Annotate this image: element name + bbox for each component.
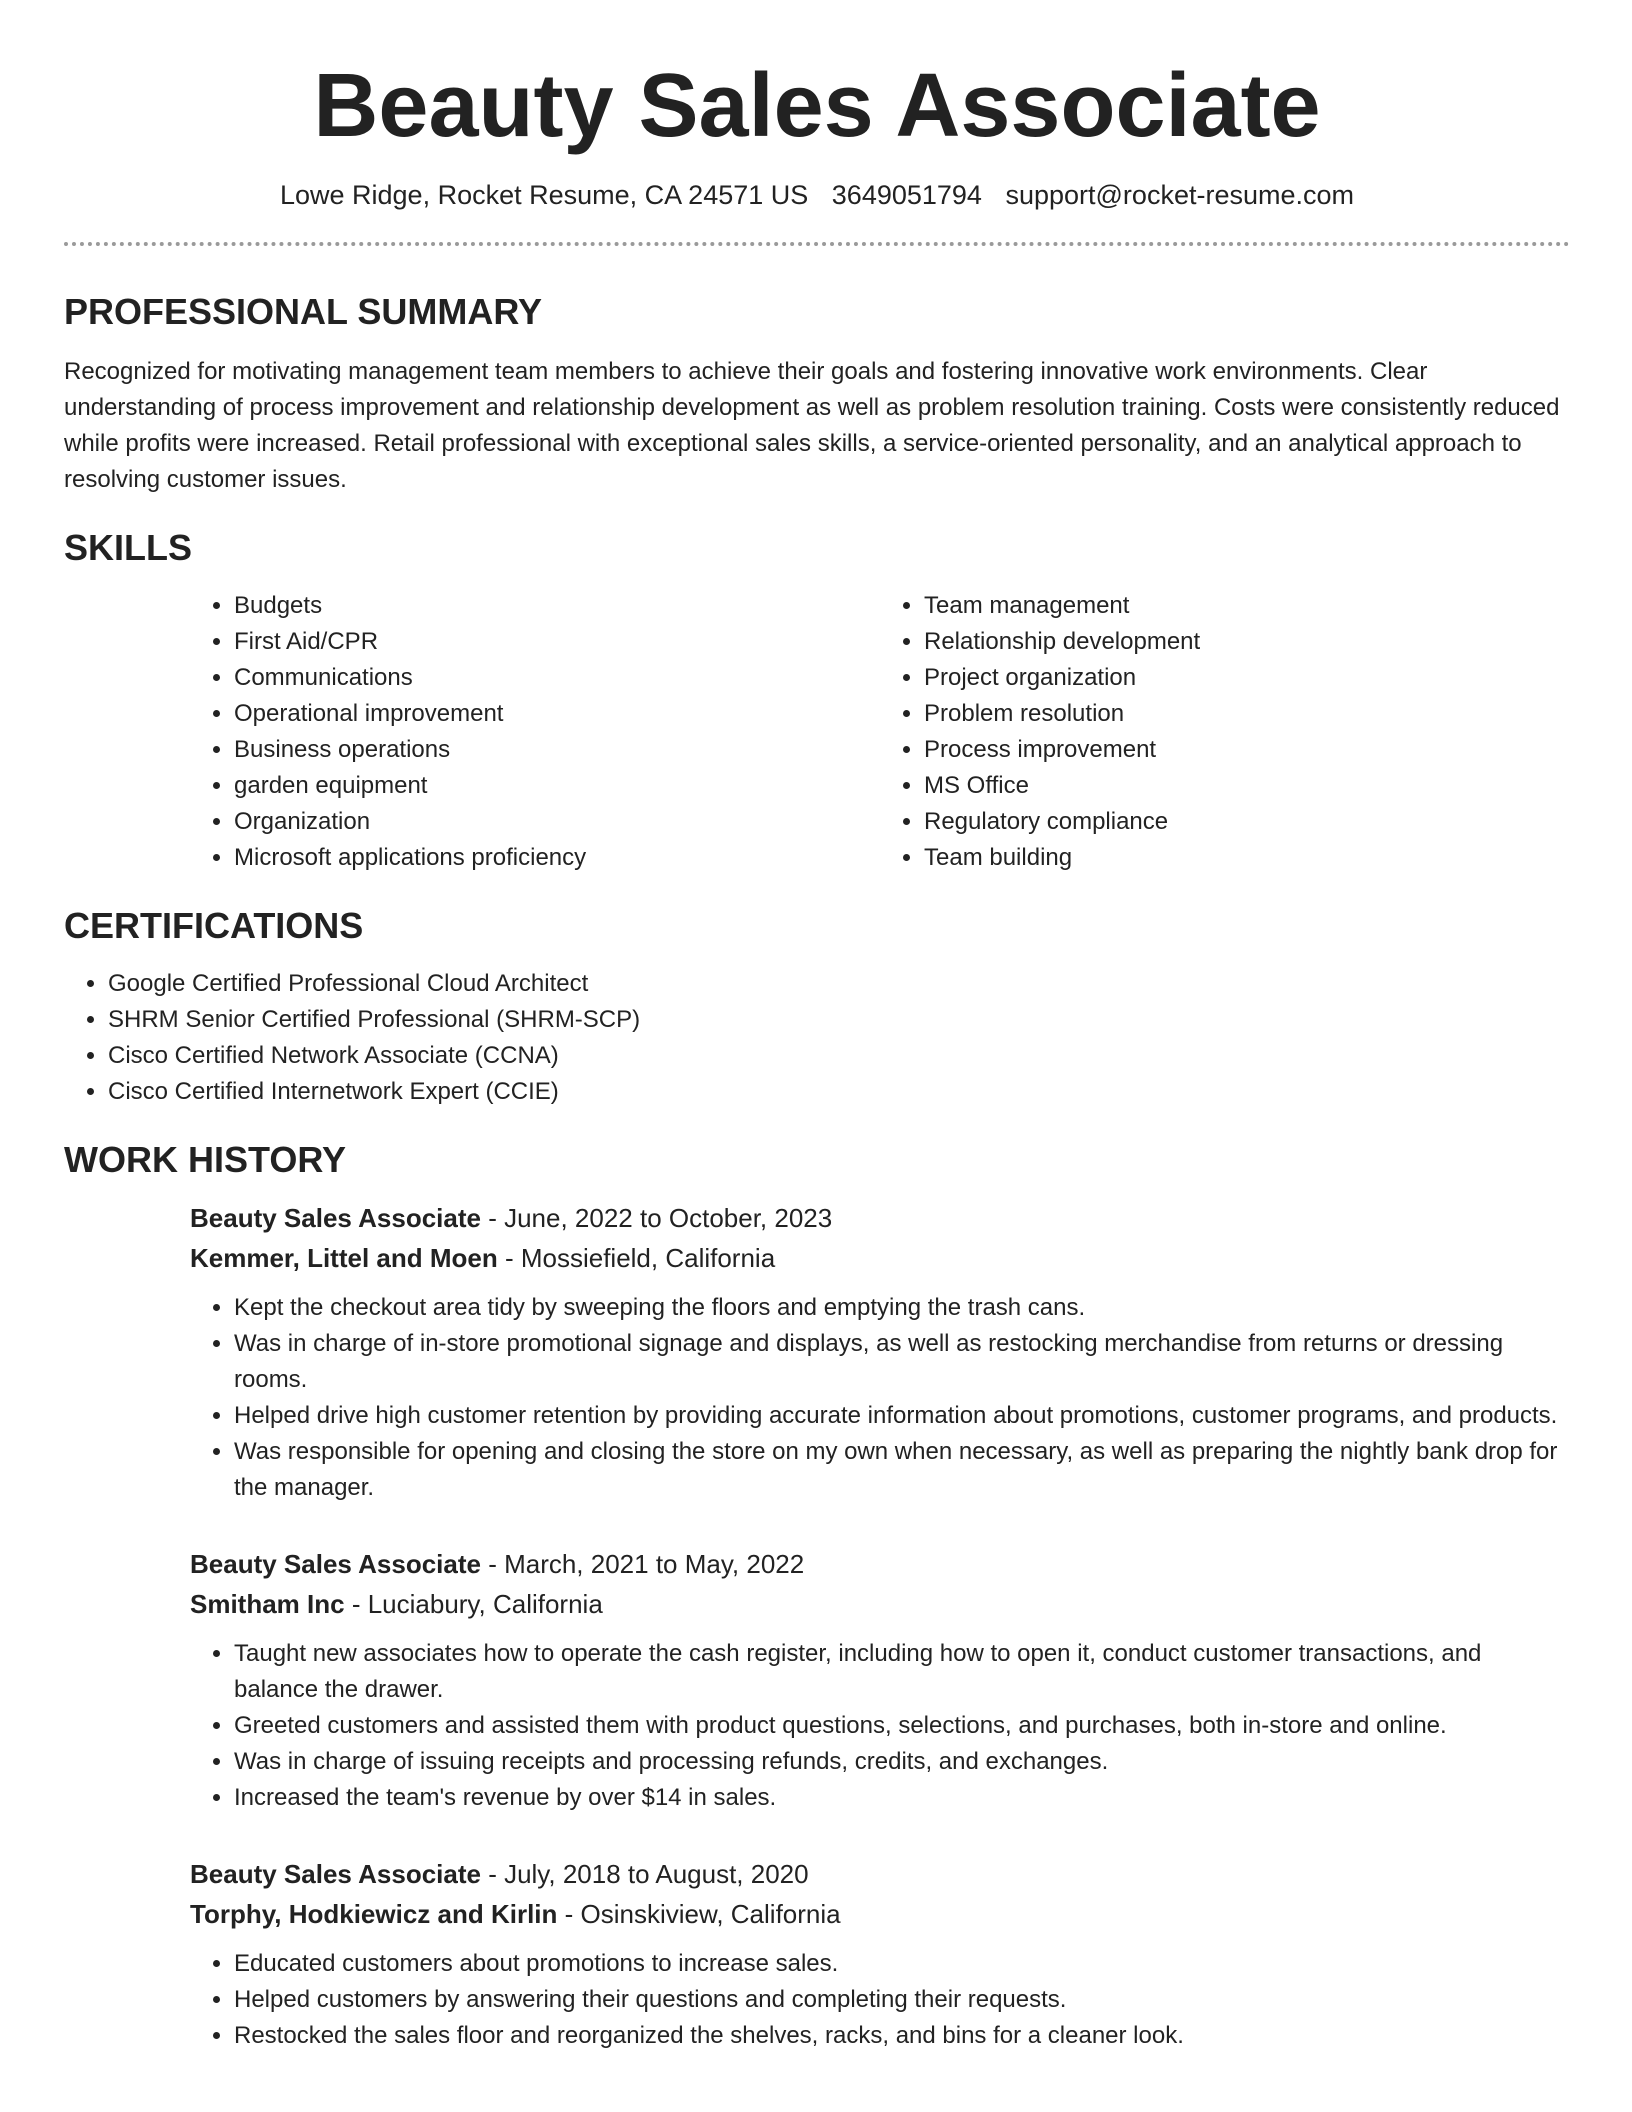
job-entry	[190, 1854, 1570, 2054]
list-item: • Was responsible for opening and closing the store on my own when necessary, as well as preparing the nightly bank drop for the manager.	[234, 1434, 1570, 1506]
list-item: • First Aid/CPR	[234, 624, 880, 660]
list-item: • Team building	[924, 840, 1570, 876]
job-entry	[190, 1198, 1570, 1506]
list-item: • Regulatory compliance	[924, 804, 1570, 840]
list-item: • Google Certified Professional Cloud Architect	[108, 966, 1570, 1002]
skills-heading: SKILLS	[64, 527, 193, 568]
resume-name: Beauty Sales Associate	[313, 56, 1321, 156]
contact-email[interactable]: support@rocket-resume.com	[1005, 180, 1354, 210]
job-title-line	[190, 1854, 1570, 1894]
list-item: • Business operations	[234, 732, 880, 768]
skills-right-list	[880, 588, 1570, 876]
list-item: • Operational improvement	[234, 696, 880, 732]
list-item: • Increased the team's revenue by over $14 in sales.	[234, 1780, 1570, 1816]
job-location: - Luciabury, California	[344, 1589, 603, 1619]
work-history-heading: WORK HISTORY	[64, 1139, 347, 1180]
job-company: Kemmer, Littel and Moen	[190, 1243, 498, 1273]
skills-left-list	[190, 588, 880, 876]
job-bullets	[190, 1636, 1570, 1816]
list-item: • Process improvement	[924, 732, 1570, 768]
job-entry	[190, 1544, 1570, 1816]
job-company-line	[190, 1894, 1570, 1934]
list-item: • Educated customers about promotions to increase sales.	[234, 1946, 1570, 1982]
job-bullets	[190, 1290, 1570, 1506]
summary-heading: PROFESSIONAL SUMMARY	[64, 291, 543, 332]
list-item: • Kept the checkout area tidy by sweeping the floors and emptying the trash cans.	[234, 1290, 1570, 1326]
job-title: Beauty Sales Associate	[190, 1549, 481, 1579]
certifications-list	[64, 966, 1570, 1110]
job-title: Beauty Sales Associate	[190, 1203, 481, 1233]
list-item: • Microsoft applications proficiency	[234, 840, 880, 876]
job-location: - Mossiefield, California	[497, 1243, 776, 1273]
list-item: • Relationship development	[924, 624, 1570, 660]
list-item: • MS Office	[924, 768, 1570, 804]
contact-phone: 3649051794	[831, 180, 982, 210]
job-company: Torphy, Hodkiewicz and Kirlin	[190, 1899, 558, 1929]
list-item: • Cisco Certified Internetwork Expert (CCIE)	[108, 1074, 1570, 1110]
list-item: • Project organization	[924, 660, 1570, 696]
list-item: • SHRM Senior Certified Professional (SHRM-SCP)	[108, 1002, 1570, 1038]
list-item: • Cisco Certified Network Associate (CCNA)	[108, 1038, 1570, 1074]
list-item: • Restocked the sales floor and reorganized the shelves, racks, and bins for a cleaner look.	[234, 2018, 1570, 2054]
contact-address: Lowe Ridge, Rocket Resume, CA 24571 US	[279, 180, 809, 210]
contact-line	[64, 176, 1570, 214]
list-item: • garden equipment	[234, 768, 880, 804]
job-title: Beauty Sales Associate	[190, 1859, 481, 1889]
certifications-heading: CERTIFICATIONS	[64, 905, 364, 946]
job-title-line	[190, 1544, 1570, 1584]
resume-page	[64, 0, 1570, 2054]
job-dates: - July, 2018 to August, 2020	[480, 1859, 809, 1889]
job-company-line	[190, 1584, 1570, 1624]
list-item: • Taught new associates how to operate the cash register, including how to open it, conduct customer transactions, and balance the drawer.	[234, 1636, 1570, 1708]
job-dates: - June, 2022 to October, 2023	[480, 1203, 833, 1233]
list-item: • Greeted customers and assisted them with product questions, selections, and purchases, both in-store and online.	[234, 1708, 1570, 1744]
list-item: • Was in charge of in-store promotional signage and displays, as well as restocking merchandise from returns or dressing rooms.	[234, 1326, 1570, 1398]
job-company-line	[190, 1238, 1570, 1278]
list-item: • Helped customers by answering their questions and completing their requests.	[234, 1982, 1570, 2018]
job-location: - Osinskiview, California	[557, 1899, 841, 1929]
header-divider	[64, 242, 1570, 246]
list-item: • Organization	[234, 804, 880, 840]
job-company: Smitham Inc	[190, 1589, 345, 1619]
job-bullets	[190, 1946, 1570, 2054]
list-item: • Helped drive high customer retention by providing accurate information about promotions, customer programs, and products.	[234, 1398, 1570, 1434]
summary-text: Recognized for motivating management team members to achieve their goals and fostering innovative work environments. Clear understanding of process improvement and relationship development as well as problem resolution training. Costs were consistently reduced while profits were increased. Retail professional with exceptional sales skills, a service-oriented personality, and an analytical approach to resolving customer issues.	[64, 358, 1560, 493]
list-item: • Problem resolution	[924, 696, 1570, 732]
job-dates: - March, 2021 to May, 2022	[480, 1549, 805, 1579]
list-item: • Team management	[924, 588, 1570, 624]
skills-columns	[190, 588, 1570, 876]
list-item: • Communications	[234, 660, 880, 696]
list-item: • Budgets	[234, 588, 880, 624]
job-title-line	[190, 1198, 1570, 1238]
list-item: • Was in charge of issuing receipts and processing refunds, credits, and exchanges.	[234, 1744, 1570, 1780]
